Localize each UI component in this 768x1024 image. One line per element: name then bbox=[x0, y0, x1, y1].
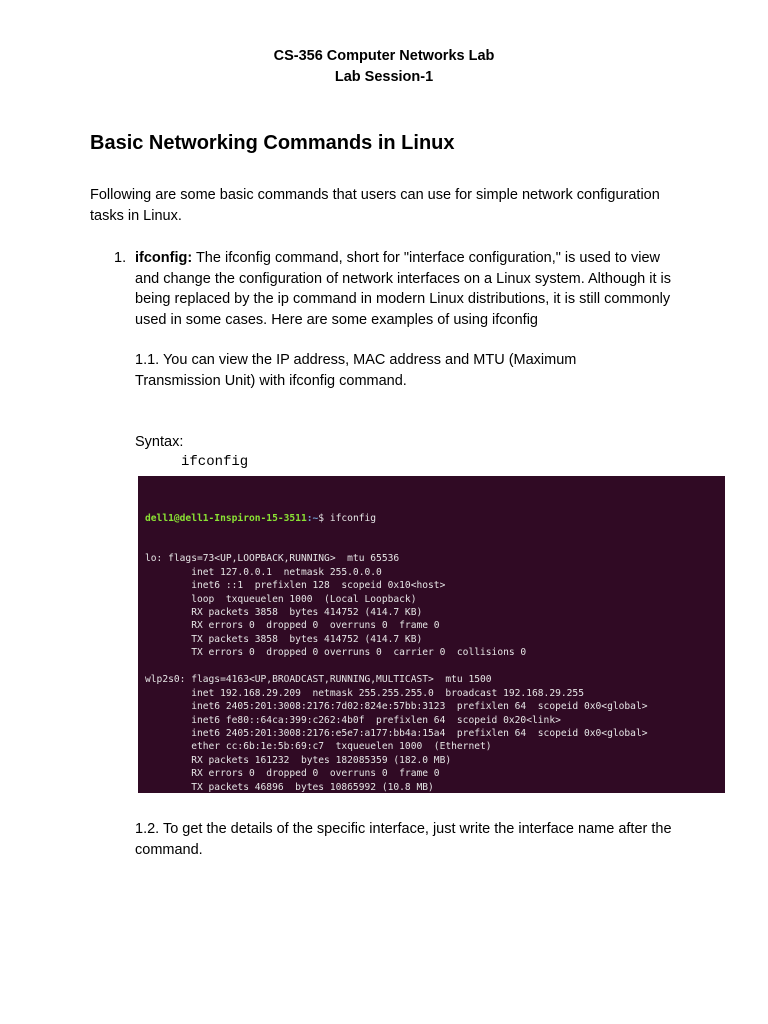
terminal-command-line bbox=[145, 512, 718, 525]
terminal-output-line: RX errors 0 dropped 0 overruns 0 frame 0 bbox=[145, 620, 440, 632]
terminal-output-line: TX packets 46896 bytes 10865992 (10.8 MB) bbox=[145, 781, 434, 793]
terminal-output-line: RX packets 3858 bytes 414752 (414.7 KB) bbox=[145, 607, 423, 618]
terminal-prompt-path: :~ bbox=[306, 512, 319, 524]
section-heading: Basic Networking Commands in Linux bbox=[90, 132, 455, 154]
terminal-output-line: TX errors 0 dropped 0 overruns 0 carrier 0 collisions 0 bbox=[145, 647, 527, 659]
course-title: CS-356 Computer Networks Lab bbox=[273, 48, 495, 64]
terminal-output-line: RX packets 161232 bytes 182085359 (182.0 MB) bbox=[145, 754, 452, 766]
terminal-output-line: inet6 2405:201:3008:2176:e5e7:a177:bb4a:15a4 prefixlen 64 scopeid 0x0<global> bbox=[145, 727, 648, 739]
list-item-description: The ifconfig command, short for "interface configuration," is used to view and change the configuration of network interfaces on a Linux system. Although it is being replaced by the ip command in modern Linux distributions, it is still commonly used in some cases. Here are some examples of using ifconfig bbox=[135, 250, 672, 328]
terminal-output-line: lo: flags=73<UP,LOOPBACK,RUNNING> mtu 65536 bbox=[145, 553, 400, 565]
terminal-output-line: ether cc:6b:1e:5b:69:c7 txqueuelen 1000 (Ethernet) bbox=[145, 741, 492, 753]
list-item-term: ifconfig: bbox=[135, 250, 193, 266]
terminal-prompt-user: dell1@dell1-Inspiron-15-3511 bbox=[145, 512, 307, 524]
terminal-output-line: inet6 ::1 prefixlen 128 scopeid 0x10<host> bbox=[145, 580, 446, 592]
session-title: Lab Session-1 bbox=[334, 69, 434, 85]
list-item-number: 1. bbox=[114, 250, 127, 266]
terminal-output-line: inet 192.168.29.209 netmask 255.255.255.0 broadcast 192.168.29.255 bbox=[145, 687, 584, 699]
subsection-1-1-text: 1.1. You can view the IP address, MAC address and MTU (Maximum Transmission Unit) with ifconfig command. bbox=[135, 352, 577, 389]
terminal-output-line: wlp2s0: flags=4163<UP,BROADCAST,RUNNING,MULTICAST> mtu 1500 bbox=[145, 674, 492, 686]
terminal-output-line: inet 127.0.0.1 netmask 255.0.0.0 bbox=[145, 566, 382, 578]
document-header bbox=[0, 46, 768, 88]
terminal-output-line: inet6 fe80::64ca:399:c262:4b0f prefixlen 64 scopeid 0x20<link> bbox=[145, 714, 561, 726]
subsection-1-2-text: 1.2. To get the details of the specific interface, just write the interface name after the command. bbox=[135, 821, 672, 858]
terminal-output bbox=[145, 552, 718, 793]
list-item-ifconfig bbox=[135, 248, 680, 330]
syntax-code: ifconfig bbox=[181, 454, 249, 470]
intro-paragraph: Following are some basic commands that users can use for simple network configuration tasks in Linux. bbox=[90, 187, 660, 224]
terminal-output-line: loop txqueuelen 1000 (Local Loopback) bbox=[145, 593, 417, 605]
terminal-output-line: inet6 2405:201:3008:2176:7d02:824e:57bb:3123 prefixlen 64 scopeid 0x0<global> bbox=[145, 701, 648, 713]
terminal-output-line: TX packets 3858 bytes 414752 (414.7 KB) bbox=[145, 633, 423, 645]
terminal-output-line bbox=[145, 660, 718, 673]
terminal-command: $ ifconfig bbox=[318, 512, 377, 524]
syntax-label: Syntax: bbox=[135, 434, 184, 450]
terminal-output-line: RX errors 0 dropped 0 overruns 0 frame 0 bbox=[145, 768, 440, 780]
terminal-screenshot bbox=[138, 476, 725, 793]
